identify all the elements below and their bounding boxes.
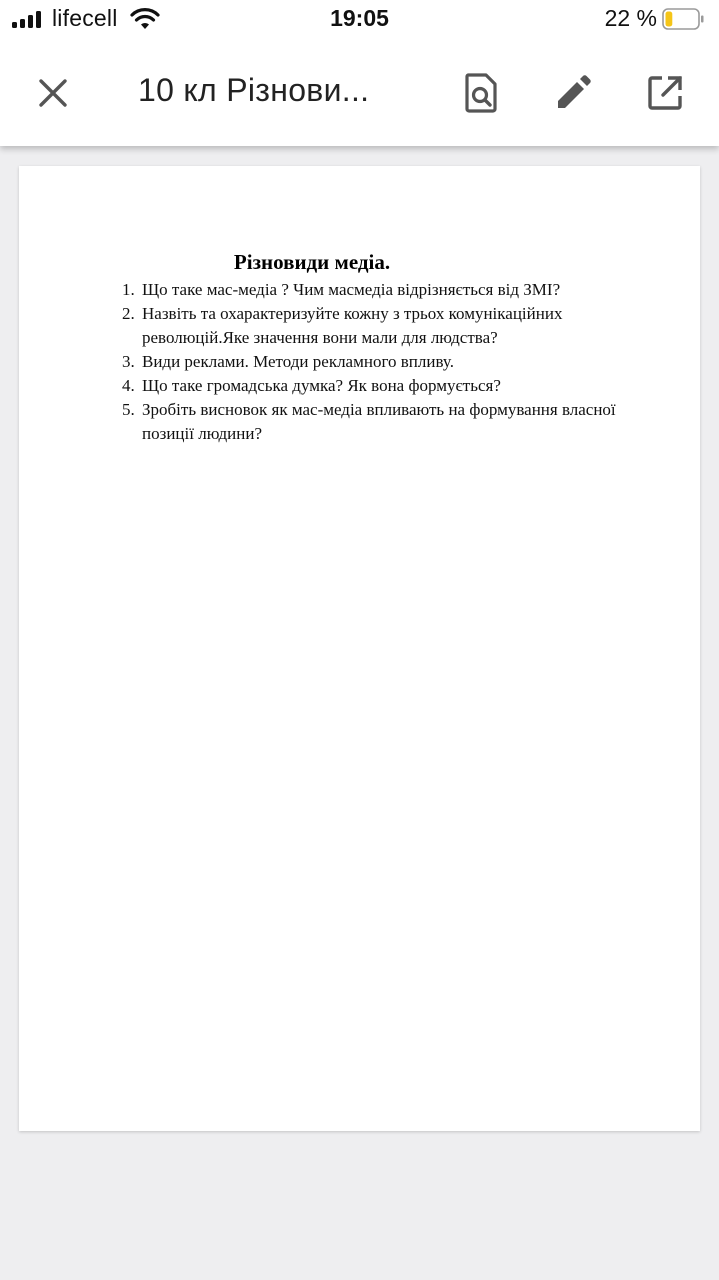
find-in-document-button[interactable] (457, 69, 505, 117)
list-item-number: 4. (122, 376, 135, 395)
edit-button[interactable] (549, 69, 597, 117)
pencil-icon (554, 74, 592, 112)
open-in-new-icon (646, 74, 684, 112)
list-item-number: 2. (122, 304, 135, 323)
battery-icon (662, 8, 704, 30)
close-button[interactable] (29, 69, 77, 117)
open-in-new-button[interactable] (641, 69, 689, 117)
list-item-text: Зробіть висновок як мас-медіа впливають на формування власної позиції людини? (142, 400, 616, 443)
list-item (122, 398, 622, 446)
document-viewer[interactable] (0, 146, 719, 1280)
list-item-text: Що таке мас-медіа ? Чим масмедіа відрізняється від ЗМІ? (142, 280, 561, 299)
status-bar (0, 0, 719, 40)
document-title: 10 кл Різнови... (138, 72, 370, 108)
list-item-text: Що таке громадська думка? Як вона формується? (142, 376, 501, 395)
question-list (122, 278, 622, 446)
list-item-number: 5. (122, 400, 135, 419)
app-bar (0, 40, 719, 146)
list-item-text: Види реклами. Методи рекламного впливу. (142, 352, 454, 371)
list-item (122, 374, 622, 398)
list-item (122, 278, 622, 302)
list-item-text: Назвіть та охарактеризуйте кожну з трьох комунікаційних революцій.Яке значення вони мали для людства? (142, 304, 563, 347)
carrier-name: lifecell (52, 5, 118, 31)
clock: 19:05 (330, 5, 389, 31)
close-icon (38, 78, 68, 108)
list-item (122, 350, 622, 374)
battery-level-fill (666, 12, 673, 27)
list-item (122, 302, 622, 350)
list-item-number: 3. (122, 352, 135, 371)
battery-percentage: 22 % (604, 5, 657, 31)
document-heading: Різновиди медіа. (233, 250, 391, 274)
find-in-document-icon (464, 73, 498, 113)
document-page (19, 166, 700, 1131)
list-item-number: 1. (122, 280, 135, 299)
